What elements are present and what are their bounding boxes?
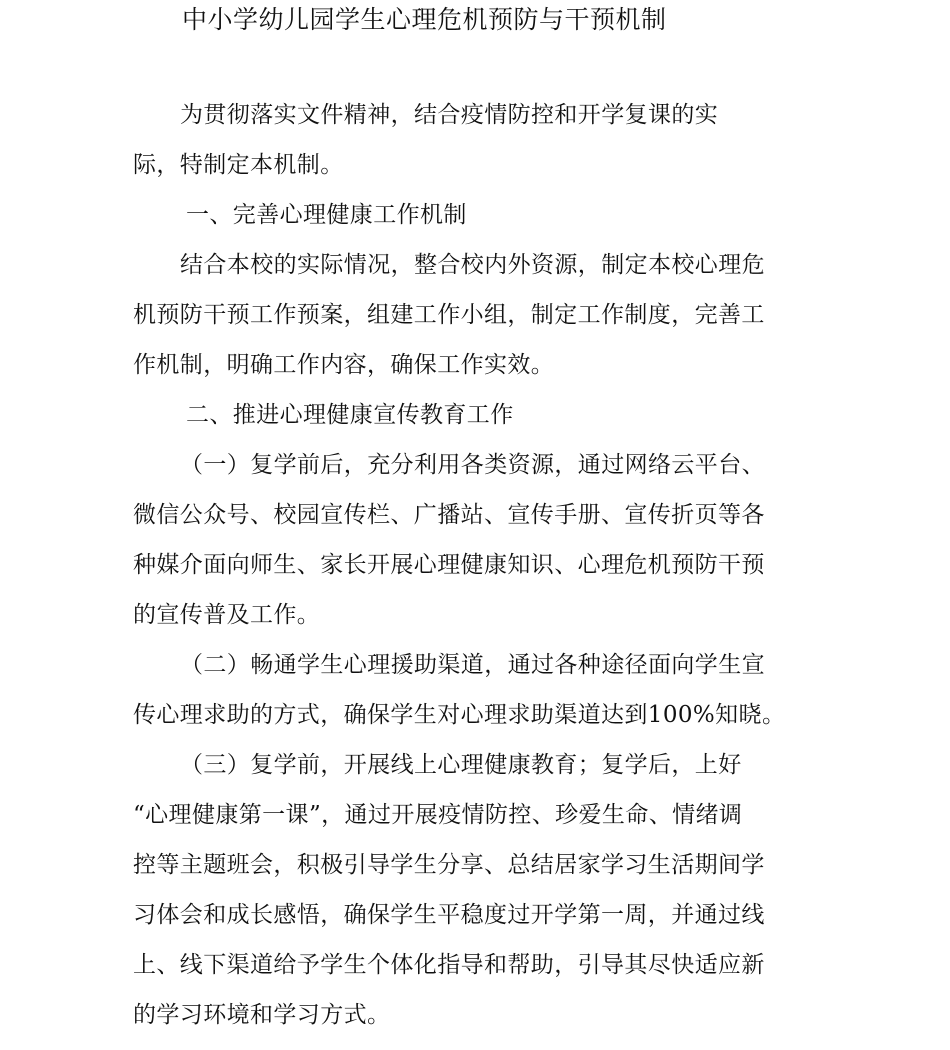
paragraph-4-line-3: 控等主题班会，积极引导学生分享、总结居家学习生活期间学 bbox=[133, 852, 765, 878]
paragraph-intro-line-2: 际，特制定本机制。 bbox=[133, 152, 344, 178]
paragraph-2-line-1: （一）复学前后，充分利用各类资源，通过网络云平台、 bbox=[180, 452, 765, 478]
paragraph-2-line-4: 的宣传普及工作。 bbox=[133, 602, 321, 628]
paragraph-4-line-5: 上、线下渠道给予学生个体化指导和帮助，引导其尽快适应新 bbox=[133, 952, 765, 978]
section-heading-2: 二、推进心理健康宣传教育工作 bbox=[186, 402, 514, 428]
paragraph-4-line-1: （三）复学前，开展线上心理健康教育；复学后，上好 bbox=[180, 752, 742, 778]
paragraph-1-line-1: 结合本校的实际情况，整合校内外资源，制定本校心理危 bbox=[180, 252, 765, 278]
paragraph-3-line-2: 传心理求助的方式，确保学生对心理求助渠道达到100%知晓。 bbox=[133, 702, 786, 728]
paragraph-2-line-3: 种媒介面向师生、家长开展心理健康知识、心理危机预防干预 bbox=[133, 552, 765, 578]
section-heading-1: 一、完善心理健康工作机制 bbox=[186, 202, 467, 228]
paragraph-4-line-4: 习体会和成长感悟，确保学生平稳度过开学第一周，并通过线 bbox=[133, 902, 765, 928]
paragraph-1-line-2: 机预防干预工作预案，组建工作小组，制定工作制度，完善工 bbox=[133, 302, 765, 328]
paragraph-1-line-3: 作机制，明确工作内容，确保工作实效。 bbox=[133, 352, 555, 378]
paragraph-2-line-2: 微信公众号、校园宣传栏、广播站、宣传手册、宣传折页等各 bbox=[133, 502, 765, 528]
document-title: 中小学幼儿园学生心理危机预防与干预机制 bbox=[182, 5, 667, 34]
paragraph-intro-line-1: 为贯彻落实文件精神，结合疫情防控和开学复课的实 bbox=[180, 102, 719, 128]
paragraph-4-line-2: “心理健康第一课”，通过开展疫情防控、珍爱生命、情绪调 bbox=[133, 802, 743, 828]
paragraph-3-line-1: （二）畅通学生心理援助渠道，通过各种途径面向学生宣 bbox=[180, 652, 765, 678]
paragraph-4-line-6: 的学习环境和学习方式。 bbox=[133, 1002, 391, 1028]
